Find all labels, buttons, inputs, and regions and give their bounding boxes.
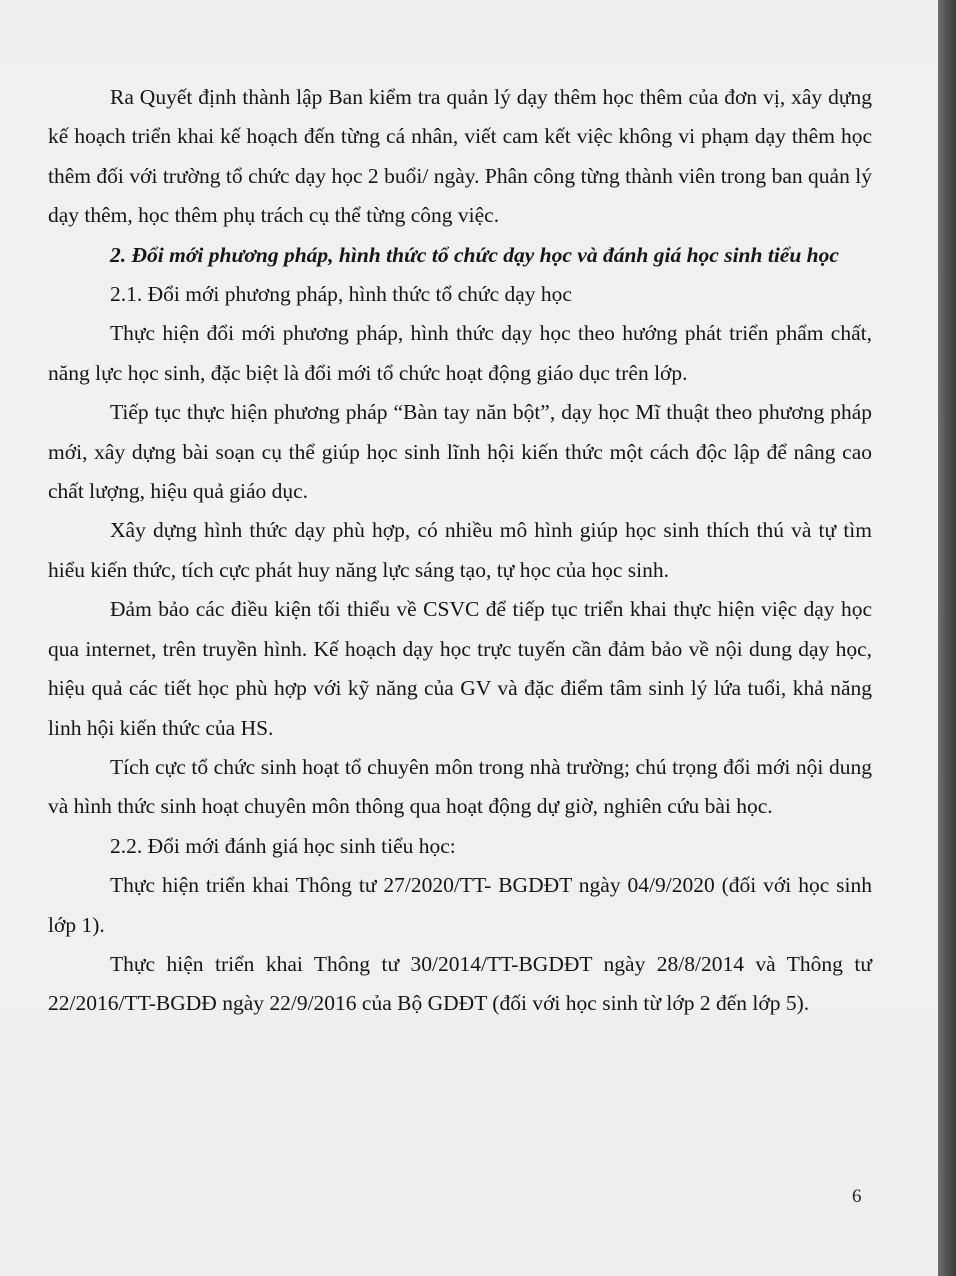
paragraph-csvc: Đảm bảo các điều kiện tối thiểu về CSVC để tiếp tục triển khai thực hiện việc dạy học qua internet, trên truyền hình. Kế hoạch dạy học trực tuyến cần đảm bảo về nội dung dạy học, hiệu quả các tiết học phù hợp với kỹ năng của GV và đặc điểm tâm sinh lý lứa tuổi, khả năng linh hội kiến thức của HS. bbox=[48, 597, 872, 740]
paragraph-sinh-hoat-to: Tích cực tổ chức sinh hoạt tổ chuyên môn trong nhà trường; chú trọng đổi mới nội dung và hình thức sinh hoạt chuyên môn thông qua hoạt động dự giờ, nghiên cứu bài học. bbox=[48, 754, 872, 819]
page-number: 6 bbox=[852, 1186, 862, 1207]
page-edge-shadow bbox=[938, 0, 956, 1276]
paragraph-doi-moi-phuong-phap: Thực hiện đổi mới phương pháp, hình thức dạy học theo hướng phát triển phẩm chất, năng lực học sinh, đặc biệt là đổi mới tổ chức hoạt động giáo dục trên lớp. bbox=[48, 321, 872, 385]
paragraph-thong-tu-30-22: Thực hiện triển khai Thông tư 30/2014/TT-BGDĐT ngày 28/8/2014 và Thông tư 22/2016/TT-BGDĐ ngày 22/9/2016 của Bộ GDĐT (đối với học sinh từ lớp 2 đến lớp 5). bbox=[48, 951, 872, 1016]
subsection-heading-2-1: 2.1. Đổi mới phương pháp, hình thức tổ chức dạy học bbox=[110, 282, 572, 307]
section-heading-2: 2. Đổi mới phương pháp, hình thức tổ chức dạy học và đánh giá học sinh tiểu học bbox=[110, 242, 839, 267]
paragraph-ban-tay-nan-bot: Tiếp tục thực hiện phương pháp “Bàn tay năn bột”, dạy học Mĩ thuật theo phương pháp mới, xây dựng bài soạn cụ thể giúp học sinh lĩnh hội kiến thức một cách độc lập để nâng cao chất lượng, hiệu quả giáo dục. bbox=[48, 400, 872, 504]
paragraph-hinh-thuc-day: Xây dựng hình thức dạy phù hợp, có nhiều mô hình giúp học sinh thích thú và tự tìm hiểu kiến thức, tích cực phát huy năng lực sáng tạo, tự học của học sinh. bbox=[48, 518, 872, 582]
paragraph-ban-kiem-tra: Ra Quyết định thành lập Ban kiểm tra quản lý dạy thêm học thêm của đơn vị, xây dựng kế hoạch triển khai kế hoạch đến từng cá nhân, viết cam kết việc không vi phạm dạy thêm học thêm đối với trường tổ chức dạy học 2 buổi/ ngày. Phân công từng thành viên trong ban quản lý dạy thêm, học thêm phụ trách cụ thể từng công việc. bbox=[48, 85, 872, 228]
page-content bbox=[48, 78, 872, 1024]
subsection-heading-2-2: 2.2. Đổi mới đánh giá học sinh tiểu học: bbox=[110, 833, 456, 858]
paragraph-thong-tu-27: Thực hiện triển khai Thông tư 27/2020/TT- BGDĐT ngày 04/9/2020 (đối với học sinh lớp 1). bbox=[48, 873, 872, 937]
